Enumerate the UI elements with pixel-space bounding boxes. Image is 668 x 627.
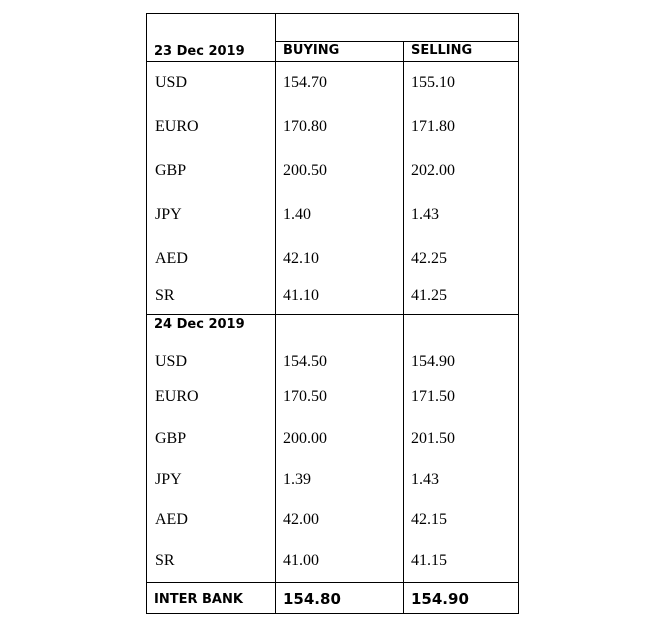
selling-rate: 41.25 xyxy=(411,287,447,304)
buying-rate: 200.50 xyxy=(283,162,327,179)
selling-rate: 154.90 xyxy=(411,353,455,370)
currency-code: JPY xyxy=(155,471,182,488)
currency-code: AED xyxy=(155,511,188,528)
currency-code: AED xyxy=(155,250,188,267)
section-date-1: 23 Dec 2019 xyxy=(154,44,245,59)
inter-bank-selling: 154.90 xyxy=(411,590,469,608)
buying-rate: 1.40 xyxy=(283,206,311,223)
currency-code: GBP xyxy=(155,430,187,447)
currency-code: EURO xyxy=(155,118,199,135)
currency-code: SR xyxy=(155,552,175,569)
currency-code: SR xyxy=(155,287,175,304)
selling-rate: 202.00 xyxy=(411,162,455,179)
currency-code: GBP xyxy=(155,162,187,179)
buying-rate: 41.00 xyxy=(283,552,319,569)
currency-code: EURO xyxy=(155,388,199,405)
selling-rate: 42.15 xyxy=(411,511,447,528)
col-divider-2 xyxy=(403,41,404,613)
inter-bank-label: INTER BANK xyxy=(154,592,243,607)
buying-rate: 170.80 xyxy=(283,118,327,135)
currency-code: JPY xyxy=(155,206,182,223)
buying-rate: 170.50 xyxy=(283,388,327,405)
buying-rate: 41.10 xyxy=(283,287,319,304)
exchange-rate-table xyxy=(146,13,519,614)
currency-code: USD xyxy=(155,74,188,91)
selling-rate: 1.43 xyxy=(411,471,439,488)
buying-rate: 42.10 xyxy=(283,250,319,267)
selling-rate: 201.50 xyxy=(411,430,455,447)
buying-rate: 154.70 xyxy=(283,74,327,91)
currency-code: USD xyxy=(155,353,188,370)
selling-rate: 41.15 xyxy=(411,552,447,569)
buying-rate: 200.00 xyxy=(283,430,327,447)
selling-rate: 42.25 xyxy=(411,250,447,267)
buying-header: BUYING xyxy=(283,43,340,58)
buying-rate: 42.00 xyxy=(283,511,319,528)
selling-rate: 1.43 xyxy=(411,206,439,223)
header-top-divider xyxy=(275,41,518,42)
section-divider xyxy=(147,314,518,315)
section-date-2: 24 Dec 2019 xyxy=(154,317,245,332)
selling-rate: 171.80 xyxy=(411,118,455,135)
inter-bank-buying: 154.80 xyxy=(283,590,341,608)
inter-bank-divider xyxy=(147,582,518,583)
header-bottom-divider xyxy=(147,61,518,62)
buying-rate: 154.50 xyxy=(283,353,327,370)
selling-rate: 171.50 xyxy=(411,388,455,405)
selling-rate: 155.10 xyxy=(411,74,455,91)
buying-rate: 1.39 xyxy=(283,471,311,488)
selling-header: SELLING xyxy=(411,43,473,58)
